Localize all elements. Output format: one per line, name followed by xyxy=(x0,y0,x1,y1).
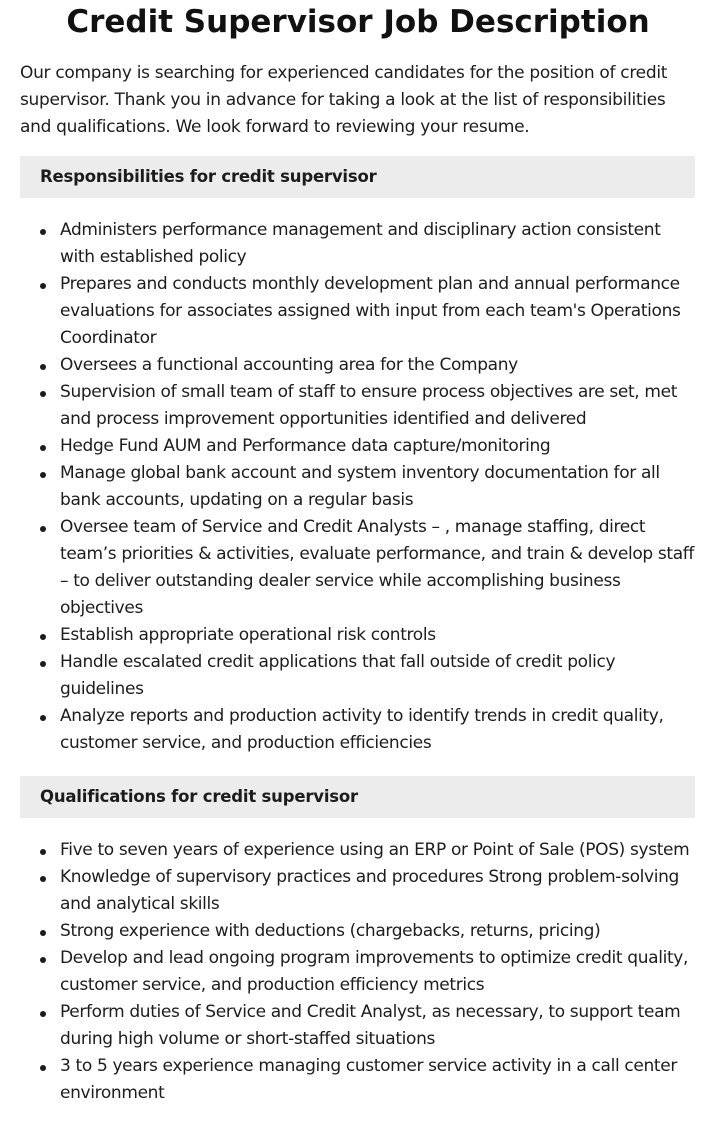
list-item-text: Hedge Fund AUM and Performance data capture/monitoring xyxy=(60,436,551,456)
list-item xyxy=(20,514,696,622)
list-item-text: Five to seven years of experience using an ERP or Point of Sale (POS) system xyxy=(60,840,690,860)
list-item xyxy=(20,1053,696,1107)
list-item-text: Strong experience with deductions (chargebacks, returns, pricing) xyxy=(60,921,601,941)
bullet-icon xyxy=(40,1011,46,1017)
list-item-text: Handle escalated credit applications that fall outside of credit policy guidelines xyxy=(60,652,616,699)
list-item-text: Develop and lead ongoing program improvements to optimize credit quality, customer service, and production efficiency metrics xyxy=(60,948,689,995)
bullet-icon xyxy=(40,1065,46,1071)
list-item xyxy=(20,217,696,271)
responsibilities-heading: Responsibilities for credit supervisor xyxy=(20,156,695,198)
list-item xyxy=(20,837,696,864)
bullet-icon xyxy=(40,876,46,882)
list-item xyxy=(20,271,696,352)
list-item-text: Knowledge of supervisory practices and procedures Strong problem-solving and analytical skills xyxy=(60,867,679,914)
list-item xyxy=(20,622,696,649)
bullet-icon xyxy=(40,364,46,370)
list-item xyxy=(20,945,696,999)
bullet-icon xyxy=(40,283,46,289)
list-item-text: Prepares and conducts monthly development plan and annual performance evaluations for associates assigned with input from each team's Operations Coordinator xyxy=(60,274,681,348)
responsibilities-list xyxy=(20,217,696,757)
bullet-icon xyxy=(40,526,46,532)
list-item-text: Supervision of small team of staff to ensure process objectives are set, met and process improvement opportunities identified and delivered xyxy=(60,382,678,429)
list-item xyxy=(20,864,696,918)
list-item-text: Oversee team of Service and Credit Analysts – , manage staffing, direct team’s priorities & activities, evaluate performance, and train & develop staff – to deliver outstanding dealer service while accomplishing business objectives xyxy=(60,517,695,618)
list-item-text: Perform duties of Service and Credit Analyst, as necessary, to support team during high volume or short-staffed situations xyxy=(60,1002,681,1049)
intro-paragraph: Our company is searching for experienced candidates for the position of credit supervisor. Thank you in advance for taking a look at the list of responsibilities and qualifications. We look forward to reviewing your resume. xyxy=(20,63,668,137)
bullet-icon xyxy=(40,930,46,936)
bullet-icon xyxy=(40,715,46,721)
bullet-icon xyxy=(40,391,46,397)
list-item xyxy=(20,352,696,379)
list-item xyxy=(20,649,696,703)
bullet-icon xyxy=(40,634,46,640)
bullet-icon xyxy=(40,445,46,451)
list-item xyxy=(20,703,696,757)
bullet-icon xyxy=(40,472,46,478)
list-item-text: Manage global bank account and system inventory documentation for all bank accounts, updating on a regular basis xyxy=(60,463,660,510)
bullet-icon xyxy=(40,957,46,963)
list-item xyxy=(20,999,696,1053)
list-item xyxy=(20,460,696,514)
list-item xyxy=(20,379,696,433)
list-item-text: 3 to 5 years experience managing customer service activity in a call center environment xyxy=(60,1056,677,1103)
list-item xyxy=(20,433,696,460)
list-item-text: Establish appropriate operational risk controls xyxy=(60,625,436,645)
list-item-text: Oversees a functional accounting area for the Company xyxy=(60,355,518,375)
qualifications-heading: Qualifications for credit supervisor xyxy=(20,776,695,818)
list-item-text: Analyze reports and production activity to identify trends in credit quality, customer service, and production efficiencies xyxy=(60,706,664,753)
bullet-icon xyxy=(40,849,46,855)
bullet-icon xyxy=(40,229,46,235)
bullet-icon xyxy=(40,661,46,667)
page-title: Credit Supervisor Job Description xyxy=(66,4,650,40)
qualifications-list xyxy=(20,837,696,1107)
list-item-text: Administers performance management and disciplinary action consistent with established policy xyxy=(60,220,661,267)
list-item xyxy=(20,918,696,945)
